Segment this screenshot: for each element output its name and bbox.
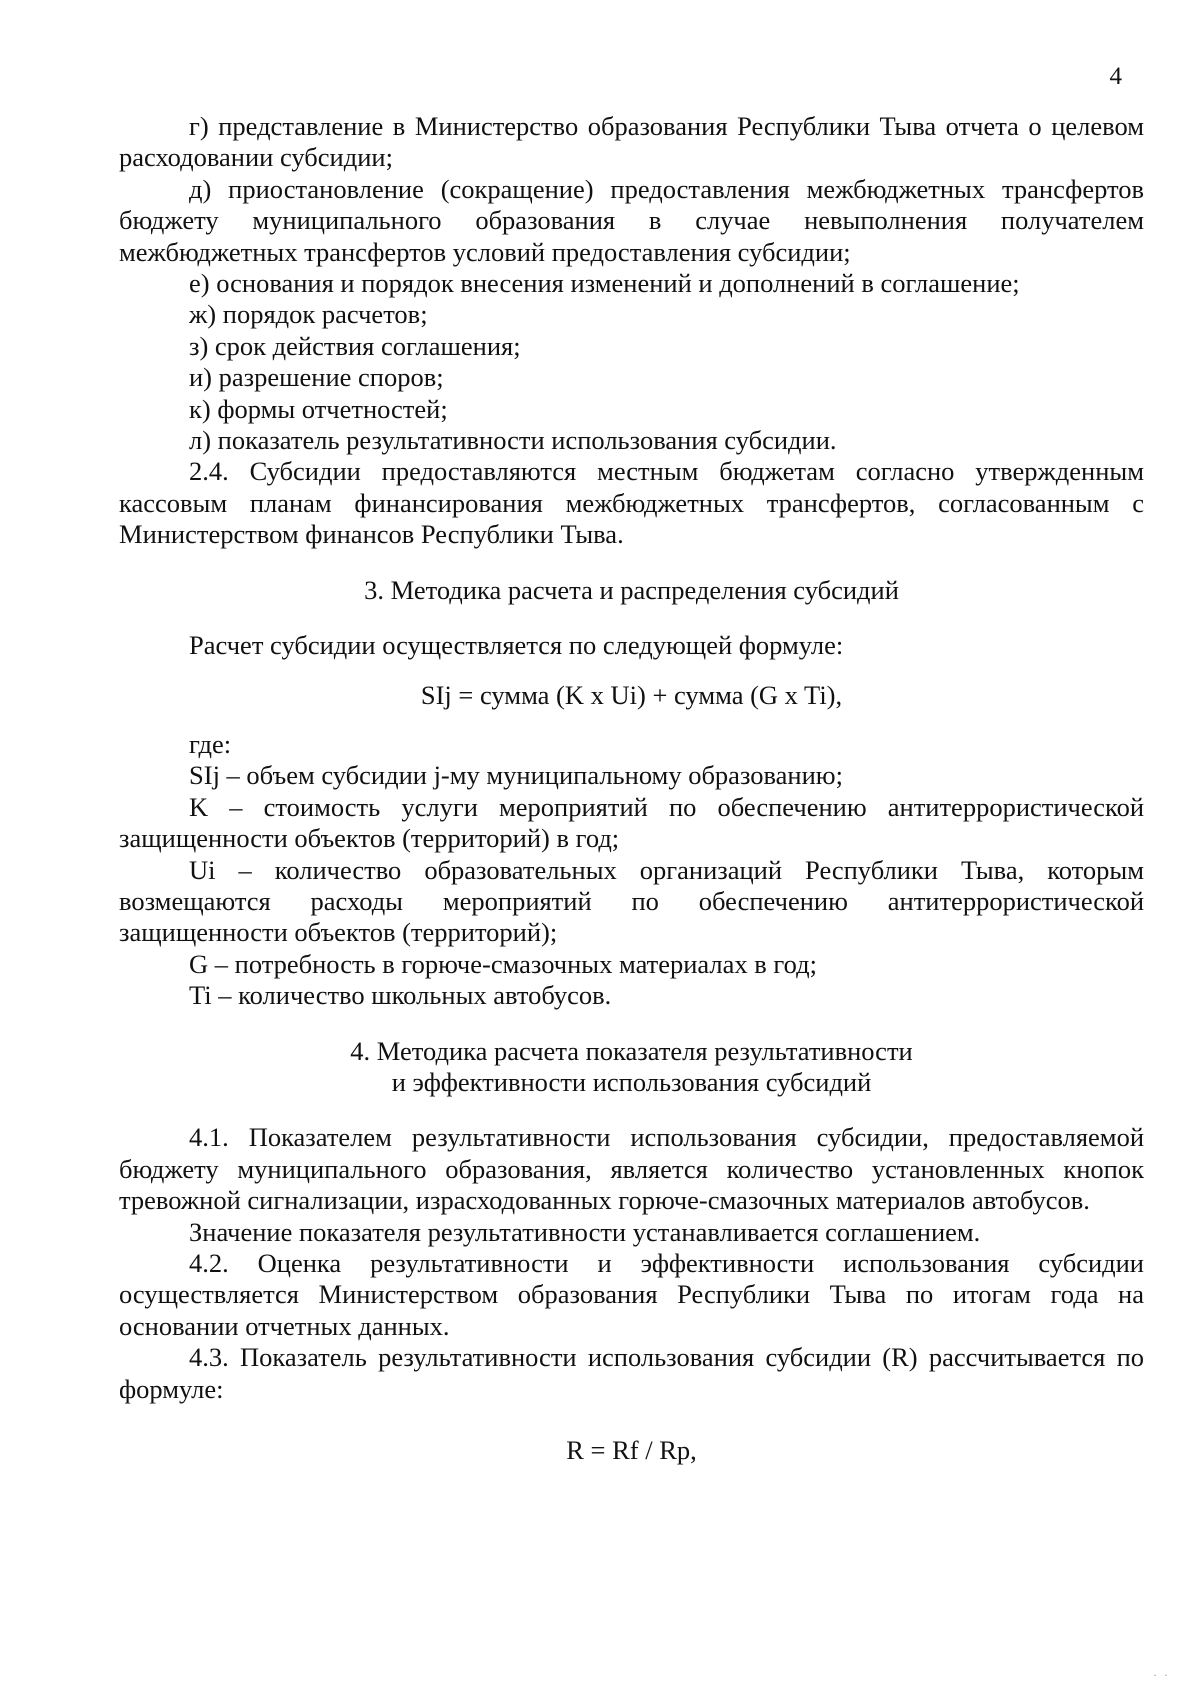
list-item-zh: ж) порядок расчетов; — [189, 299, 428, 330]
definition-slj: SIj – объем субсидии j-му муниципальному образованию; — [189, 760, 843, 791]
page-number: 4 — [1109, 63, 1122, 90]
definition-k: K – стоимость услуги мероприятий по обеспечению антитеррористической защищенности объектов (территорий) в год; — [119, 791, 1144, 854]
paragraph-4-1: 4.1. Показателем результативности использования субсидии, предоставляемой бюджету муниципального образования, является количество установленных кнопок тревожной сигнализации, израсходованных горюче-смазочных материалов автобусов. — [119, 1122, 1144, 1216]
list-item-i: и) разрешение споров; — [189, 362, 444, 393]
paragraph-2-4: 2.4. Субсидии предоставляются местным бюджетам согласно утвержденным кассовым планам финансирования межбюджетных трансфертов, согласованным с Министерством финансов Республики Тыва. — [119, 456, 1144, 550]
scan-artifact: · · — [1153, 1668, 1170, 1682]
definition-g: G – потребность в горюче-смазочных материалах в год; — [189, 948, 817, 979]
formula-where: где: — [189, 728, 232, 759]
document-body — [119, 111, 1144, 1466]
list-item-z: з) срок действия соглашения; — [189, 330, 521, 361]
list-item-k: к) формы отчетностей; — [189, 393, 448, 424]
definition-ui: Ui – количество образовательных организаций Республики Тыва, которым возмещаются расходы мероприятий по обеспечению антитеррористической защищенности объектов (территорий); — [119, 854, 1144, 948]
section-4-heading — [119, 1036, 1144, 1099]
formula-intro: Расчет субсидии осуществляется по следующей формуле: — [189, 630, 844, 661]
subsidy-formula: SIj = сумма (K x Ui) + сумма (G x Ti), — [420, 679, 843, 710]
list-item-g: г) представление в Министерство образования Республики Тыва отчета о целевом расходовании субсидии; — [119, 111, 1144, 173]
section-3-heading: 3. Методика расчета и распределения субсидий — [364, 574, 899, 605]
list-item-l: л) показатель результативности использования субсидии. — [189, 425, 837, 456]
section-4-heading-line-2: и эффективности использования субсидий — [391, 1066, 872, 1097]
value-note: Значение показателя результативности устанавливается соглашением. — [189, 1216, 981, 1247]
list-item-d: д) приостановление (сокращение) предоставления межбюджетных трансфертов бюджету муниципального образования в случае невыполнения получателем межбюджетных трансфертов условий предоставления субсидии; — [119, 173, 1144, 267]
paragraph-4-2: 4.2. Оценка результативности и эффективности использования субсидии осуществляется Министерством образования Республики Тыва по итогам года на основании отчетных данных. — [119, 1248, 1144, 1341]
list-item-e: е) основания и порядок внесения изменений и дополнений в соглашение; — [189, 268, 1020, 299]
section-4-heading-line-1: 4. Методика расчета показателя результативности — [350, 1035, 913, 1066]
result-formula: R = Rf / Rp, — [566, 1435, 697, 1466]
definition-ti: Ti – количество школьных автобусов. — [189, 980, 612, 1011]
paragraph-4-3: 4.3. Показатель результативности использования субсидии (R) рассчитывается по формуле: — [119, 1342, 1144, 1404]
